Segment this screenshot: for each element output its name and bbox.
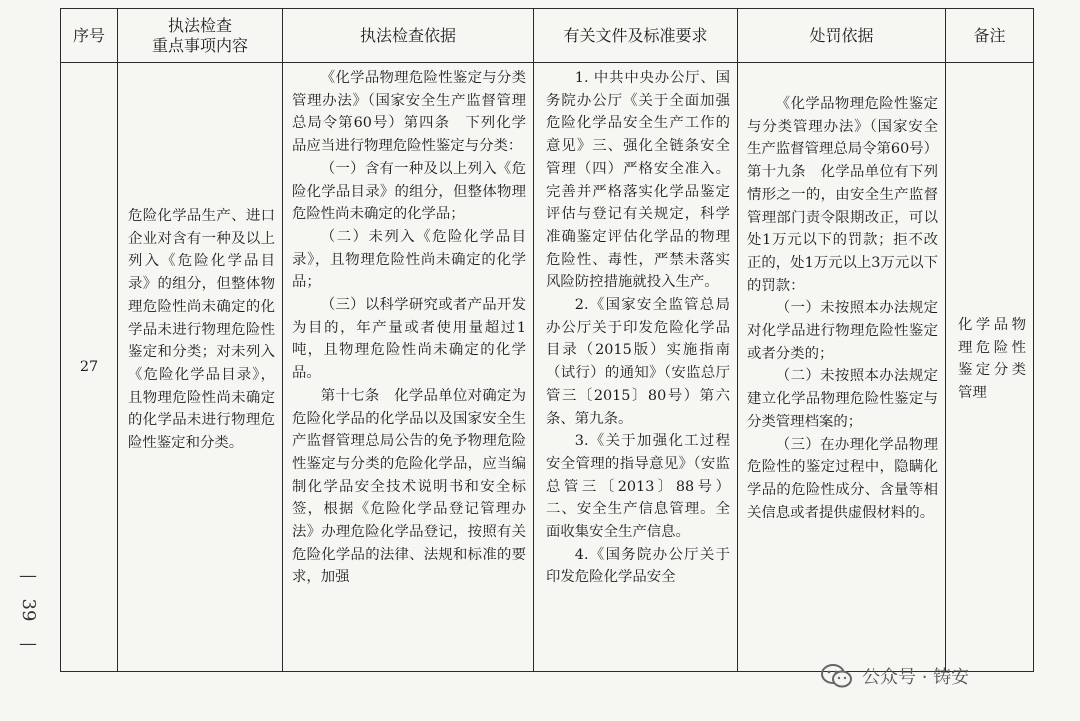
- cell-basis: [283, 63, 534, 672]
- header-item: [118, 9, 283, 63]
- header-item-line2: 重点事项内容: [151, 35, 248, 55]
- basis-paragraph: （三）以科学研究或者产品开发为目的，年产量或者使用量超过1吨，且物理危险性尚未确定的化学品。: [292, 297, 526, 382]
- basis-paragraph: （二）未列入《危险化学品目录》，且物理危险性尚未确定的化学品；: [292, 228, 526, 291]
- enforcement-table: [60, 8, 1034, 672]
- item-text: 危险化学品生产、进口企业对含有一种及以上列入《危险化学品目录》的组分，但整体物理危险性尚未确定的化学品未进行物理危险性鉴定和分类；对未列入《危险化学品目录》，且物理危险性尚未确定的化学品未进行物理危险性鉴定和分类。: [128, 208, 275, 452]
- cell-seq: 27: [61, 63, 118, 672]
- header-seq: 序号: [61, 9, 118, 63]
- cell-penalty: [738, 63, 946, 672]
- penalty-paragraph: （二）未按照本办法规定建立化学品物理危险性鉴定与分类管理档案的；: [747, 368, 938, 430]
- header-item-line1: 执法检查: [167, 15, 232, 35]
- docs-paragraph: 4.《国务院办公厅关于印发危险化学品安全: [546, 546, 730, 586]
- basis-paragraph: 《化学品物理危险性鉴定与分类管理办法》（国家安全生产监督管理总局令第60号）第四条 下列化学品应当进行物理危险性鉴定与分类：: [292, 70, 526, 155]
- watermark: [820, 660, 969, 692]
- docs-paragraph: 3.《关于加强化工过程安全管理的指导意见》（安监总管三〔2013〕88号）二、安全生产信息管理。全面收集安全生产信息。: [546, 433, 730, 541]
- page-number: [16, 565, 40, 655]
- page-dash-bottom: —: [19, 633, 37, 654]
- penalty-paragraph: 《化学品物理危险性鉴定与分类管理办法》（国家安全生产监督管理总局令第60号）第十九条 化学品单位有下列情形之一的，由安全生产监督管理部门责令限期改正，可以处1万元以下的罚款；拒不改正的，处1万元以上3万元以下的罚款：: [747, 96, 938, 294]
- cell-docs: [534, 63, 738, 672]
- header-basis: 执法检查依据: [283, 9, 534, 63]
- wechat-icon: [820, 663, 854, 689]
- page-number-value: 39: [18, 598, 39, 622]
- header-docs: 有关文件及标准要求: [534, 9, 738, 63]
- penalty-paragraph: （一）未按照本办法规定对化学品进行物理危险性鉴定或者分类的；: [747, 300, 938, 362]
- docs-paragraph: 2.《国家安全监管总局办公厅关于印发危险化学品目录（2015版）实施指南（试行）的通知》（安监总厅管三〔2015〕80号）第六条、第九条。: [546, 297, 730, 427]
- penalty-paragraph: （三）在办理化学品物理危险性的鉴定过程中，隐瞒化学品的危险性成分、含量等相关信息或者提供虚假材料的。: [747, 436, 938, 521]
- table-header-row: [61, 9, 1034, 63]
- docs-paragraph: 1. 中共中央办公厅、国务院办公厅《关于全面加强危险化学品安全生产工作的意见》三、强化全链条安全管理（四）严格安全准入。完善并严格落实化学品鉴定评估与登记有关规定，科学准确鉴定评估化学品的物理危险性、毒性，严禁未落实风险防控措施就投入生产。: [546, 70, 730, 291]
- watermark-text: 公众号 · 铸安: [862, 667, 970, 688]
- page-dash-top: —: [19, 565, 37, 586]
- table-row: [61, 63, 1034, 672]
- cell-remark: [946, 63, 1034, 672]
- basis-paragraph: 第十七条 化学品单位对确定为危险化学品的化学品以及国家安全生产监督管理总局公告的免予物理危险性鉴定与分类的危险化学品，应当编制化学品安全技术说明书和安全标签，根据《危险化学品登记管理办法》办理危险化学品登记，按照有关危险化学品的法律、法规和标准的要求，加强: [292, 387, 526, 586]
- cell-item: [118, 63, 283, 672]
- basis-paragraph: （一）含有一种及以上列入《危险化学品目录》的组分，但整体物理危险性尚未确定的化学品；: [292, 160, 526, 223]
- header-remark: 备注: [946, 9, 1034, 63]
- remark-text: 化学品物理危险性鉴定分类管理: [958, 317, 1026, 402]
- header-penalty: 处罚依据: [738, 9, 946, 63]
